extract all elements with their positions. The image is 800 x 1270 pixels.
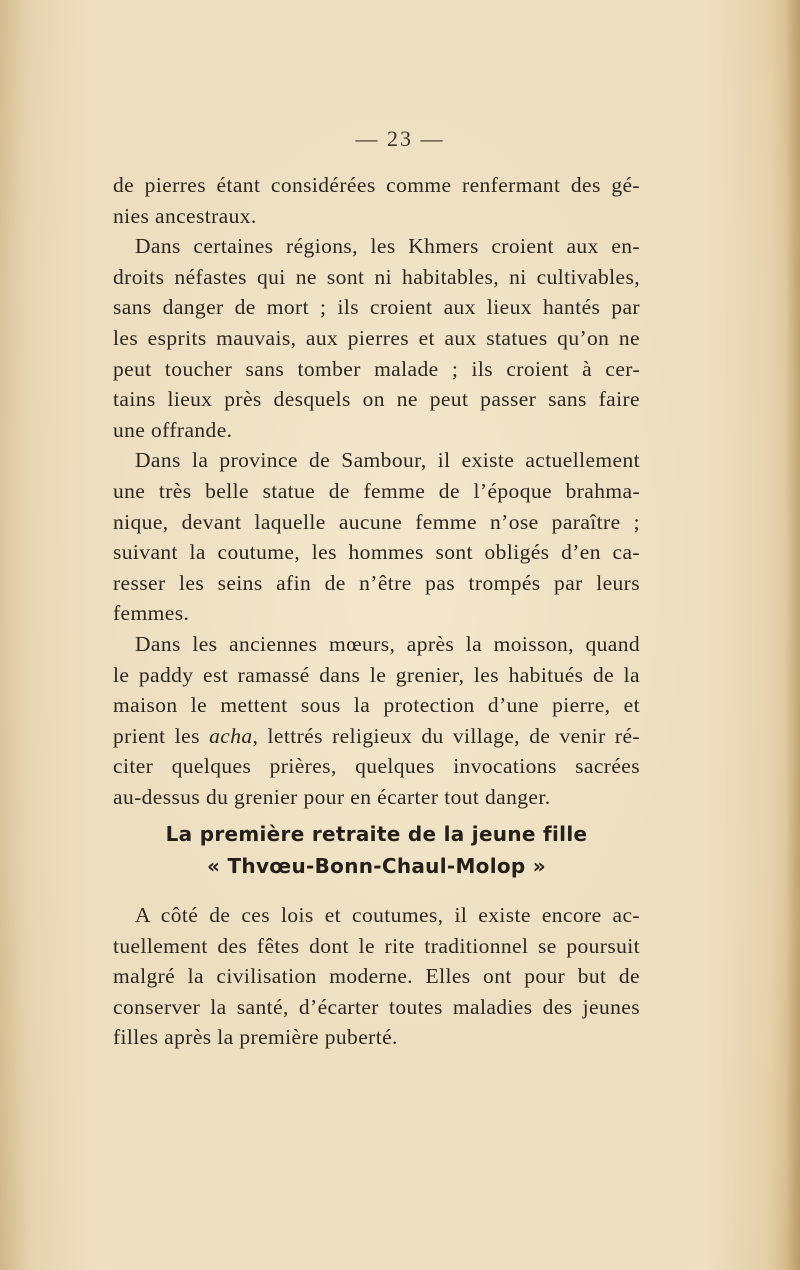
body-text-bottom <box>113 900 640 1053</box>
text-line: maison le mettent sous la protection d’une pierre, et <box>113 693 640 718</box>
text-line: Dans la province de Sambour, il existe actuellement <box>135 448 640 473</box>
text-line: tuellement des fêtes dont le rite traditionnel se poursuit <box>113 933 640 958</box>
text-line: les esprits mauvais, aux pierres et aux statues qu’on ne <box>113 325 640 350</box>
text-line: le paddy est ramassé dans le grenier, les habitués de la <box>113 662 640 687</box>
text-line-with-italic <box>113 721 640 752</box>
text-line: sans danger de mort ; ils croient aux lieux hantés par <box>113 295 640 320</box>
text-line: une très belle statue de femme de l’époque brahma- <box>113 478 640 503</box>
text-segment: , lettrés religieux du village, de venir ré- <box>252 723 640 748</box>
text-line: nique, devant laquelle aucune femme n’ose paraître ; <box>113 509 640 534</box>
text-line: femmes. <box>113 601 190 626</box>
text-line: nies ancestraux. <box>113 203 257 228</box>
text-line: resser les seins afin de n’être pas trompés par leurs <box>113 570 640 595</box>
text-line: Dans les anciennes mœurs, après la moisson, quand <box>135 631 640 656</box>
section-heading-line-2: « Thvœu-Bonn-Chaul-Molop » <box>206 854 547 878</box>
text-line: citer quelques prières, quelques invocations sacrées <box>113 754 640 779</box>
italic-term: acha <box>209 723 253 748</box>
text-line: peut toucher sans tomber malade ; ils croient à cer- <box>113 356 640 381</box>
page-number: — 23 — <box>355 126 445 151</box>
text-line: conserver la santé, d’écarter toutes maladies des jeunes <box>113 994 640 1019</box>
text-line: droits néfastes qui ne sont ni habitables, ni cultivables, <box>113 264 640 289</box>
text-line: A côté de ces lois et coutumes, il existe encore ac- <box>135 903 640 927</box>
section-heading-line-1: La première retraite de la jeune fille <box>165 822 588 846</box>
text-line: suivant la coutume, les hommes sont obligés d’en ca- <box>113 540 640 565</box>
text-line: de pierres étant considérées comme renfermant des gé- <box>113 173 640 197</box>
page-edge-shadow <box>786 0 800 1270</box>
text-segment: prient les <box>113 723 210 748</box>
body-text-top <box>113 170 640 812</box>
text-line: filles après la première puberté. <box>113 1025 398 1050</box>
text-line: tains lieux près desquels on ne peut passer sans faire <box>113 387 640 412</box>
text-line: Dans certaines régions, les Khmers croient aux en- <box>135 234 640 259</box>
text-line: une offrande. <box>113 417 233 442</box>
text-line: malgré la civilisation moderne. Elles ont pour but de <box>113 964 640 989</box>
text-line: au-dessus du grenier pour en écarter tout danger. <box>113 784 551 809</box>
